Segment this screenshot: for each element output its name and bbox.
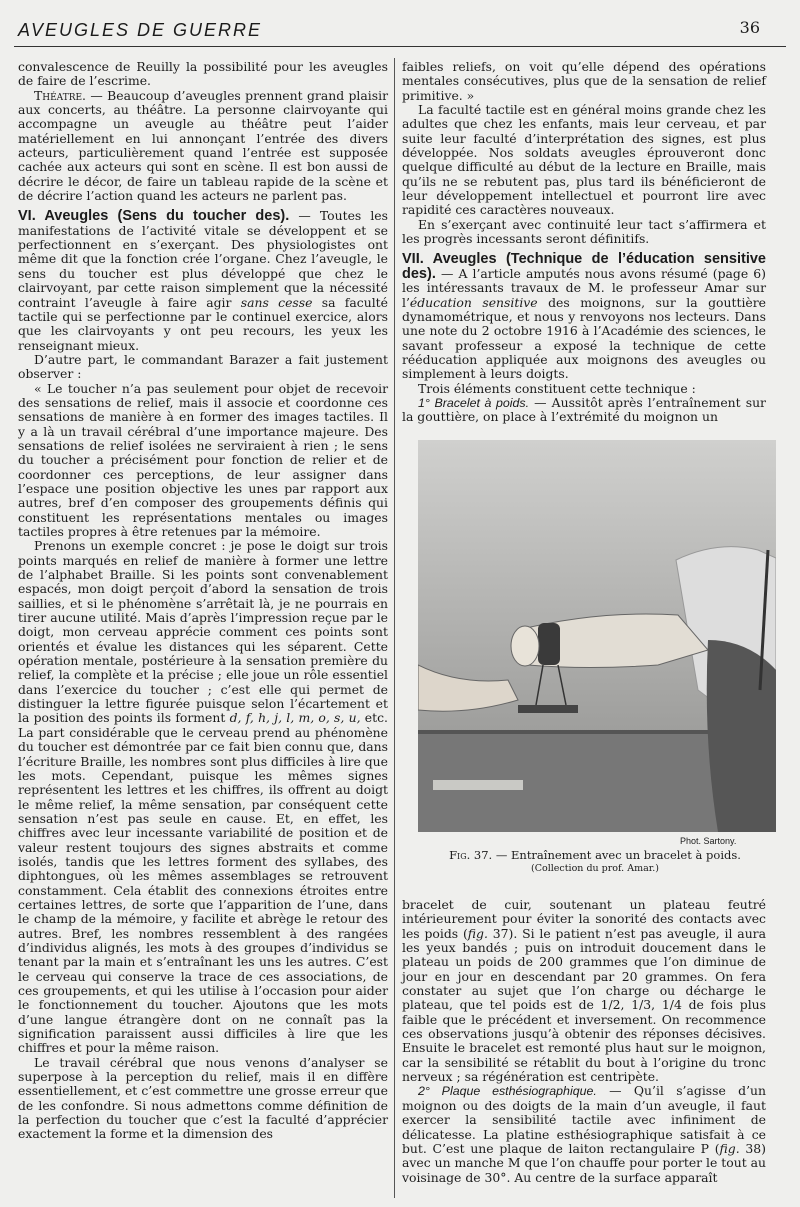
- emphasis: éducation sensitive: [409, 294, 538, 310]
- caption-source: (Collection du prof. Amar.): [531, 863, 659, 874]
- paragraph-text: — A l’article amputés nous avons résumé (page 6) les intéressants travaux de M. le professeur Amar sur l’: [402, 265, 766, 310]
- photo-illustration: [418, 440, 776, 832]
- photo-credit: Phot. Sartony.: [680, 836, 737, 846]
- right-column-top: [402, 60, 766, 425]
- page-number: 36: [739, 18, 760, 37]
- paragraph-text: — Beaucoup d’aveugles prennent grand plaisir aux concerts, au théâtre. La personne clairvoyante qui accompagne un aveugle au théâtre peut l’aider matériellement en lui annonçant l’entrée des divers acteurs, particulièrement quand l’entrée est supposée cachée aux acteurs qui sont en scène. Il est bon aussi de décrire le décor, de faire un tableau rapide de la scène et de décrire l’action quand les acteurs ne parlent pas.: [18, 87, 388, 204]
- right-column-bottom: [402, 898, 766, 1185]
- section-heading: VII. Aveugles (Technique de l’éducation sensitive des).: [402, 251, 766, 282]
- running-header-title: AVEUGLES DE GUERRE: [18, 20, 263, 40]
- figure-label: Fig. 37.: [449, 848, 493, 862]
- emphasis: sans cesse: [240, 294, 313, 310]
- paragraph: D’autre part, le commandant Barazer a fait justement observer :: [18, 351, 388, 382]
- section-heading: VI. Aveugles (Sens du toucher des).: [18, 208, 290, 225]
- run-in-label: 1° Bracelet à poids.: [418, 395, 530, 410]
- paragraph-text: Prenons un exemple concret : je pose le doigt sur trois points marqués en relief de manière à former une lettre de l’alphabet Braille. Si les points sont convenablement espacés, mon doigt perçoit d’abord la sensation de trois saillies, et si le phénomène s’arrêtait là, je ne pourrais en tirer aucune utilité. Mais d’après l’impression reçue par le doigt, mon cerveau apprécie comment ces points sont orientés et évalue les distances qui les séparent. Cette opération mentale, postérieure à la sensation première du relief, la complète et la précise ; elle joue un rôle essentiel dans l’exercice du toucher ; c’est elle qui permet de distinguer la lettre figurée puisque selon l’écartement et la position des points ils forment: [18, 538, 388, 726]
- paragraph-text: 38) avec un manche M que l’on chauffe pour porter le tout au voisinage de 30°. Au centre de la surface apparaît: [402, 1140, 766, 1185]
- paragraph-text: 37). Si le patient n’est pas aveugle, il aura les yeux bandés ; puis on introduit doucement dans le plateau un poids de 200 grammes que l’on diminue de jour en jour en descendant par 20 grammes. On fera constater au sujet que l’on charge ou décharge le plateau, que tel poids est de 1/2, 1/3, 1/4 de fois plus faible que le précédent et inversement. On recommence ces observations jusqu’à obtenir des réponses décisives. Ensuite le bracelet est remonté plus haut sur le moignon, car la sensibilité se rétablit du bout à l’origine du tronc nerveux ; sa régénération est centripète.: [402, 925, 766, 1085]
- emphasis: d, f, h, j, l, m, o, s, u,: [229, 710, 361, 726]
- paragraph: La faculté tactile est en général moins grande chez les adultes que chez les enfants, mais leur cerveau, et par suite leur faculté d’interprétation des signes, est plus développée. Nos soldats aveugles éprouveront donc quelque difficulté au début de la lecture en Braille, mais qu’ils ne se rebutent pas, plus tard ils bénéficieront de leur développement intellectuel et pourront lire avec rapidité ces caractères nouveaux.: [402, 102, 766, 218]
- paragraph: convalescence de Reuilly la possibilité pour les aveugles de faire de l’escrime.: [18, 59, 388, 89]
- header-rule: [14, 46, 786, 47]
- caption-text: — Entraînement avec un bracelet à poids.: [492, 848, 741, 862]
- paragraph-section-vi: [18, 209, 388, 352]
- paragraph-text: — Aussitôt après l’entraînement sur la gouttière, on place à l’extrémité du moignon un: [402, 394, 766, 425]
- paragraph: [402, 396, 766, 425]
- paragraph: faibles reliefs, on voit qu’elle dépend des opérations mentales consécutives, plus que de la sensation de relief primitive. »: [402, 59, 766, 103]
- figure-photo: [418, 440, 776, 832]
- paragraph: Le travail cérébral que nous venons d’analyser se superpose à la perception du relief, mais il en diffère essentiellement, et c’est commettre une grosse erreur que de les confondre. Si nous admettons comme définition de la perfection du toucher que c’est la faculté d’apprécier exactement la forme et la dimension des: [18, 1054, 388, 1142]
- paragraph-text: bracelet de cuir, soutenant un plateau feutré intérieurement pour éviter la sonorité des contacts avec les poids (: [402, 897, 766, 941]
- paragraph-text: sa faculté tactile qui se perfectionne par le continuel exercice, alors que les clairvoyants y ont peu recours, les yeux les renseignant mieux.: [18, 294, 388, 353]
- paragraph-text: etc. La part considérable que le cerveau prend au phénomène du toucher est démontrée par ce fait bien connu que, dans l’écriture Braille, les nombres sont plus difficiles à lire que les mots. Cependant, puisque les mêmes signes représentent les lettres et les chiffres, ils offrent au doigt le même relief, la même sensation, par conséquent cette sensation n’est pas seule en cause. Et, en effet, les chiffres avec leur incessante variabilité de position et de valeur restent toujours des signes abstraits et comme isolés, tandis que les lettres forment des syllabes, des diphtongues, où les mêmes assemblages se retrouvent constamment. Cela établit des connexions étroites entre certaines lettres, de sorte que l’apparition de l’une, dans le champ de la mémoire, y facilite et abrège le retour des autres. Bref, les nombres ressemblent à des rangées d’individus alignés, les mots à des groupes d’individus se tenant par la main et s’entraînant les uns les autres. C’est le cerveau qui conserve la trace de ces associations, de ces groupements, et qui les utilise à l’occasion pour aider le fonctionnement du toucher. Ajoutons que les mots d’une langue étrangère dont on ne connaît pas la signification paraissent aussi difficiles à lire que les chiffres et pour la même raison.: [18, 710, 388, 1056]
- run-in-label: 2° Plaque esthésiographique.: [418, 1084, 597, 1099]
- paragraph-theatre: [18, 89, 388, 204]
- emphasis: fig.: [467, 925, 488, 941]
- paragraph: En s’exerçant avec continuité leur tact s’affirmera et les progrès incessants seront définitifs.: [402, 216, 766, 247]
- paragraph: Trois éléments constituent cette technique :: [418, 380, 696, 396]
- paragraph-text: — Qu’il s’agisse d’un moignon ou des doigts de la main d’un aveugle, il faut exercer la sensibilité tactile avec infiniment de délicatesse. La platine esthésiographique satisfait à ce but. C’est une plaque de laiton rectangulaire P (: [402, 1083, 766, 1156]
- quote-paragraph: « Le toucher n’a pas seulement pour objet de recevoir des sensations de relief, mais il associe et coordonne ces sensations de manière à en former des images tactiles. Il y a là un travail cérébral d’une importance majeure. Des sensations de relief isolées ne serviraient à rien ; le sens du toucher a précisément pour fonction de relier et de coordonner ces perceptions, de leur assigner dans l’espace une position objective les unes par rapport aux autres, bref d’en composer des groupements définis qui constituent les représentations mentales ou images tactiles propres à être retenues par la mémoire.: [18, 380, 388, 539]
- left-column: [18, 60, 388, 1142]
- run-in-label: Théatre.: [34, 87, 86, 103]
- figure-caption: [430, 849, 760, 875]
- column-divider: [394, 58, 395, 1198]
- paragraph: [402, 1084, 766, 1184]
- paragraph: [402, 898, 766, 1084]
- emphasis: fig.: [719, 1140, 740, 1156]
- paragraph-section-vii: [402, 252, 766, 381]
- paragraph-text: des moignons, sur la gouttière dynamométrique, et nous y renvoyons nos lecteurs. Dans une note du 2 octobre 1916 à l’Académie des sciences, le savant professeur a exposé la technique de cette rééducation appliquée aux moignons des aveugles ou simplement à leurs doigts.: [402, 294, 766, 382]
- paragraph-text: — Toutes les manifestations de l’activité vitale se développent et se perfectionnent en s’exerçant. Des physiologistes ont même dit que la fonction crée l’organe. Chez l’aveugle, le sens du toucher est plus développé que chez le clairvoyant, par cette raison simplement que la nécessité contraint l’aveugle à faire agir: [18, 208, 389, 310]
- paragraph: [18, 539, 388, 1055]
